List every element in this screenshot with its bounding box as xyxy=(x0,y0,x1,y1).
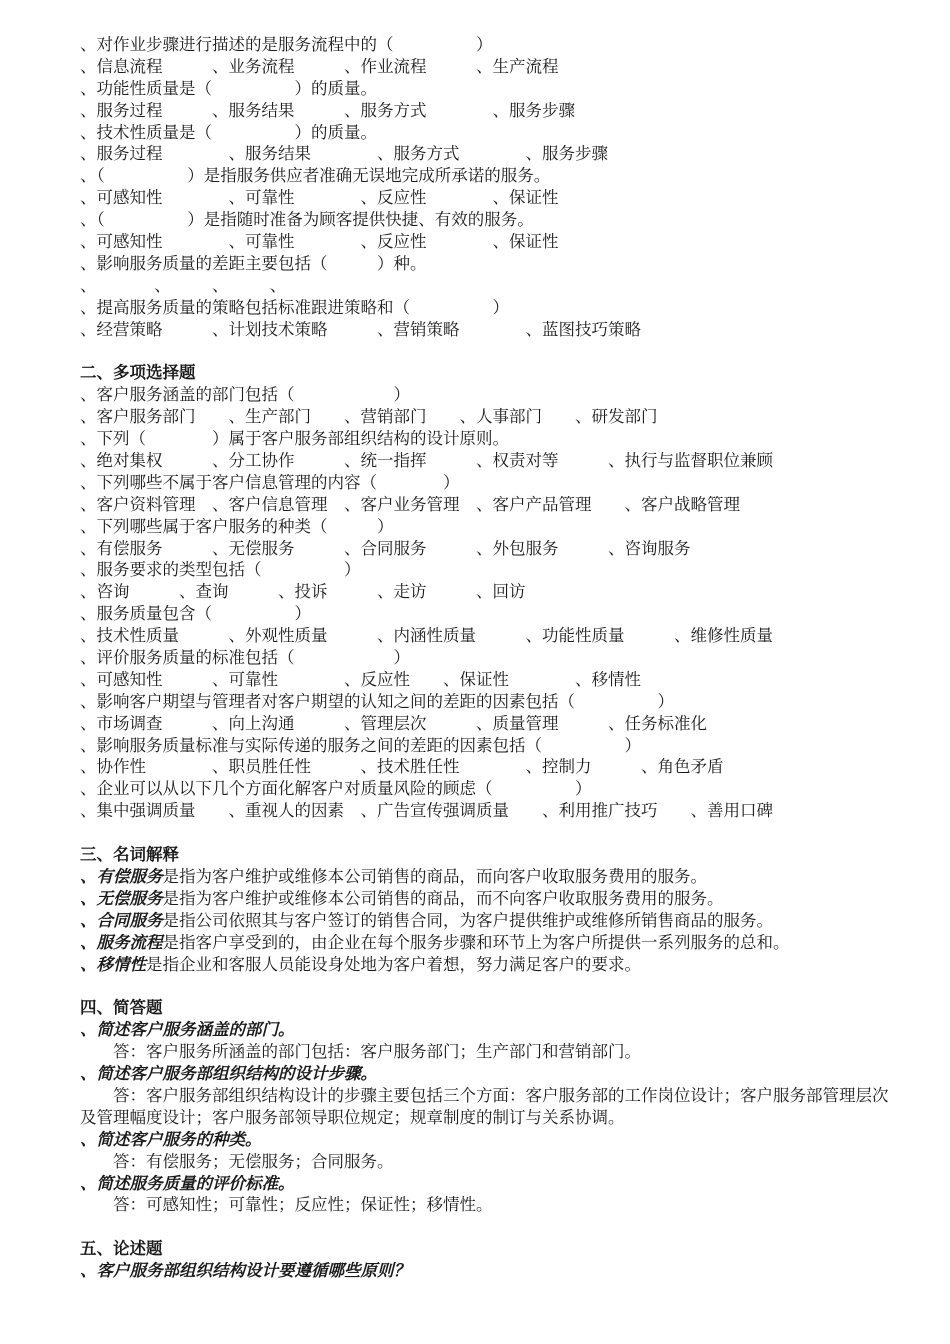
options-line: 、可感知性 、可靠性 、反应性 、保证性 、移情性 xyxy=(80,669,641,689)
question-line: 、服务要求的类型包括（ ） xyxy=(80,560,361,580)
short-answer: 答：客户服务部组织结构设计的步骤主要包括三个方面：客户服务部的工作岗位设计；客户服务部管理层次及管理幅度设计；客户服务部领导职位规定；规章制度的制订与关系协调。 xyxy=(80,1085,889,1127)
options-line: 、客户资料管理 、客户信息管理 、客户业务管理 、客户产品管理 、客户战略管理 xyxy=(80,494,740,514)
spacer xyxy=(80,822,890,844)
options-line: 、有偿服务 、无偿服务 、合同服务 、外包服务 、咨询服务 xyxy=(80,538,691,558)
term-name: 、合同服务 xyxy=(80,910,163,930)
question-line: 、评价服务质量的标准包括（ ） xyxy=(80,647,410,667)
term-definition xyxy=(80,910,890,932)
spacer xyxy=(80,1216,890,1238)
short-answer: 答：客户服务所涵盖的部门包括：客户服务部门；生产部门和营销部门。 xyxy=(113,1042,641,1062)
short-question: 、简述客户服务涵盖的部门。 xyxy=(80,1020,295,1040)
question-line: 、功能性质量是（ ）的质量。 xyxy=(80,78,377,98)
question-line: 、下列哪些不属于客户信息管理的内容（ ） xyxy=(80,472,460,492)
question-line: 、提高服务质量的策略包括标准跟进策略和（ ） xyxy=(80,297,509,317)
short-question: 、简述客户服务的种类。 xyxy=(80,1129,262,1149)
question-line: 、客户服务涵盖的部门包括（ ） xyxy=(80,385,410,405)
options-line: 、集中强调质量 、重视人的因素 、广告宣传强调质量 、利用推广技巧 、善用口碑 xyxy=(80,801,773,821)
single-choice-section xyxy=(80,34,890,340)
term-text: 是指为客户维护或维修本公司销售的商品，而向客户收取服务费用的服务。 xyxy=(162,866,707,886)
options-line: 、协作性 、职员胜任性 、技术胜任性 、控制力 、角色矛盾 xyxy=(80,757,724,777)
multi-choice-section xyxy=(80,362,890,822)
essay-section xyxy=(80,1238,890,1282)
short-answer: 答：可感知性；可靠性；反应性；保证性；移情性。 xyxy=(113,1195,493,1215)
short-answer-section xyxy=(80,997,890,1216)
terms-section xyxy=(80,844,890,975)
term-name: 、无偿服务 xyxy=(80,888,163,908)
section-heading: 二、多项选择题 xyxy=(80,363,196,383)
term-text: 是指公司依照其与客户签订的销售合同，为客户提供维护或维修所销售商品的服务。 xyxy=(162,910,773,930)
options-line: 、服务过程 、服务结果 、服务方式 、服务步骤 xyxy=(80,100,575,120)
term-text: 是指客户享受到的，由企业在每个服务步骤和环节上为客户所提供一系列服务的总和。 xyxy=(162,932,790,952)
term-text: 是指为客户维护或维修本公司销售的商品，而不向客户收取服务费用的服务。 xyxy=(162,888,724,908)
spacer xyxy=(80,340,890,362)
term-name: 、移情性 xyxy=(80,954,146,974)
essay-question: 、客户服务部组织结构设计要遵循哪些原则？ xyxy=(80,1261,410,1281)
question-line: 、下列哪些属于客户服务的种类（ ） xyxy=(80,516,394,536)
exam-page xyxy=(80,34,890,1282)
options-line: 、技术性质量 、外观性质量 、内涵性质量 、功能性质量 、维修性质量 xyxy=(80,626,773,646)
options-line: 、可感知性 、可靠性 、反应性 、保证性 xyxy=(80,232,559,252)
options-line: 、绝对集权 、分工协作 、统一指挥 、权责对等 、执行与监督职位兼顾 xyxy=(80,450,773,470)
term-definition xyxy=(80,954,890,976)
short-answer: 答：有偿服务；无偿服务；合同服务。 xyxy=(113,1151,394,1171)
question-line: 、技术性质量是（ ）的质量。 xyxy=(80,122,377,142)
question-line: 、（ ）是指随时准备为顾客提供快捷、有效的服务。 xyxy=(80,210,534,230)
spacer xyxy=(80,975,890,997)
term-definition xyxy=(80,932,890,954)
section-heading: 四、简答题 xyxy=(80,998,163,1018)
question-line: 、影响服务质量的差距主要包括（ ）种。 xyxy=(80,253,427,273)
question-line: 、下列（ ）属于客户服务部组织结构的设计原则。 xyxy=(80,429,509,449)
term-text: 是指企业和客服人员能设身处地为客户着想，努力满足客户的要求。 xyxy=(146,954,641,974)
question-line: 、对作业步骤进行描述的是服务流程中的（ ） xyxy=(80,35,493,54)
options-line: 、咨询 、查询 、投诉 、走访 、回访 xyxy=(80,582,526,602)
short-question: 、简述服务质量的评价标准。 xyxy=(80,1173,295,1193)
term-name: 、有偿服务 xyxy=(80,866,163,886)
options-line: 、 、 、 、 xyxy=(80,275,287,295)
question-line: 、（ ）是指服务供应者准确无误地完成所承诺的服务。 xyxy=(80,166,551,186)
term-definition xyxy=(80,888,890,910)
term-definition xyxy=(80,866,890,888)
question-line: 、服务质量包含（ ） xyxy=(80,604,311,624)
short-question: 、简述客户服务部组织结构的设计步骤。 xyxy=(80,1064,377,1084)
section-heading: 三、名词解释 xyxy=(80,844,179,864)
options-line: 、经营策略 、计划技术策略 、营销策略 、蓝图技巧策略 xyxy=(80,319,641,339)
section-heading: 五、论述题 xyxy=(80,1239,163,1259)
options-line: 、可感知性 、可靠性 、反应性 、保证性 xyxy=(80,188,559,208)
options-line: 、服务过程 、服务结果 、服务方式 、服务步骤 xyxy=(80,144,608,164)
question-line: 、影响服务质量标准与实际传递的服务之间的差距的因素包括（ ） xyxy=(80,735,641,755)
term-name: 、服务流程 xyxy=(80,932,163,952)
options-line: 、市场调查 、向上沟通 、管理层次 、质量管理 、任务标准化 xyxy=(80,713,707,733)
question-line: 、影响客户期望与管理者对客户期望的认知之间的差距的因素包括（ ） xyxy=(80,691,674,711)
options-line: 、客户服务部门 、生产部门 、营销部门 、人事部门 、研发部门 xyxy=(80,407,658,427)
options-line: 、信息流程 、业务流程 、作业流程 、生产流程 xyxy=(80,56,559,76)
question-line: 、企业可以从以下几个方面化解客户对质量风险的顾虑（ ） xyxy=(80,779,592,799)
